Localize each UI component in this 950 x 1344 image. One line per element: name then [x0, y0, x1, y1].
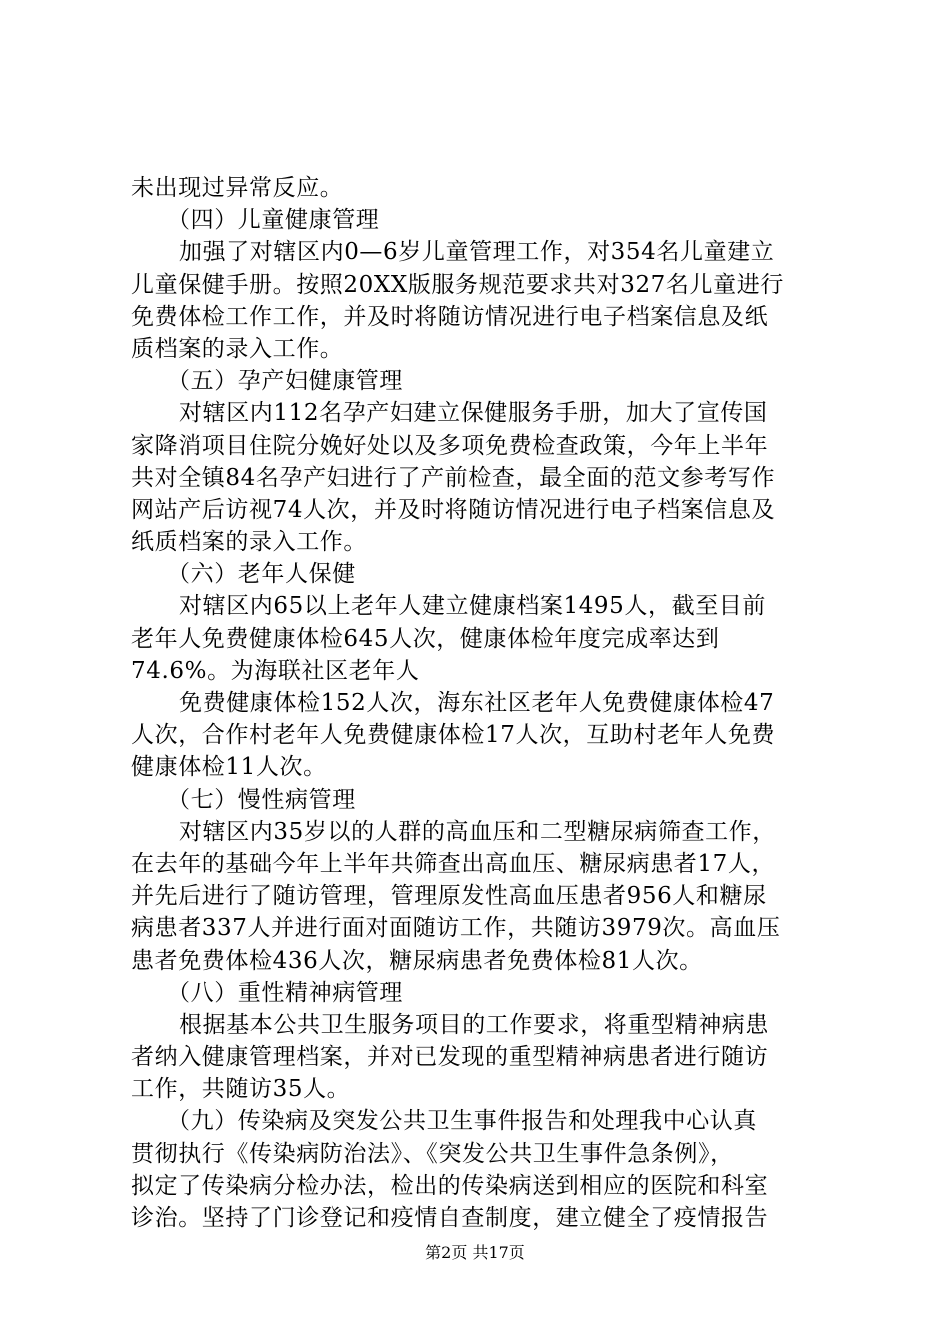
text-line: 病患者337人并进行面对面随访工作，共随访3979次。高血压 — [131, 915, 781, 942]
section-heading: （六）老年人保健 — [167, 561, 356, 588]
text-line: 者纳入健康管理档案，并对已发现的重型精神病患者进行随访 — [131, 1044, 769, 1071]
text-line: 家降消项目住院分娩好处以及多项免费检查政策，今年上半年 — [131, 432, 769, 459]
page-number-footer: 第2页 共17页 — [425, 1243, 525, 1262]
text-line: 免费体检工作工作，并及时将随访情况进行电子档案信息及纸 — [131, 303, 769, 330]
section-heading: （七）慢性病管理 — [167, 786, 356, 813]
text-line: 对辖区内112名孕产妇建立保健服务手册，加大了宣传国 — [179, 400, 768, 427]
text-line: 拟定了传染病分检办法，检出的传染病送到相应的医院和科室 — [131, 1172, 769, 1199]
text-line: 免费健康体检152人次，海东社区老年人免费健康体检47 — [179, 690, 775, 716]
section-heading: （五）孕产妇健康管理 — [167, 368, 403, 395]
text-line: 患者免费体检436人次，糖尿病患者免费体检81人次。 — [131, 947, 703, 974]
text-line: 儿童保健手册。按照20XX版服务规范要求共对327名儿童进行 — [131, 271, 784, 298]
text-line: 并先后进行了随访管理，管理原发性高血压患者956人和糖尿 — [131, 883, 767, 910]
text-line: 未出现过异常反应。 — [131, 175, 344, 201]
text-line: 对辖区内65以上老年人建立健康档案1495人，截至目前 — [179, 593, 766, 620]
text-line: 加强了对辖区内0—6岁儿童管理工作，对354名儿童建立 — [179, 239, 775, 266]
text-line: 对辖区内35岁以的人群的高血压和二型糖尿病筛查工作， — [179, 818, 776, 845]
section-heading: （九）传染病及突发公共卫生事件报告和处理我中心认真 — [167, 1108, 757, 1135]
text-line: 根据基本公共卫生服务项目的工作要求，将重型精神病患 — [179, 1011, 769, 1038]
text-line: 纸质档案的录入工作。 — [131, 529, 367, 556]
document-body — [131, 172, 831, 1234]
text-line: 工作，共随访35人。 — [131, 1076, 351, 1103]
text-line: 网站产后访视74人次，并及时将随访情况进行电子档案信息及 — [131, 496, 776, 523]
text-line: 质档案的录入工作。 — [131, 335, 344, 362]
text-line: 人次，合作村老年人免费健康体检17人次，互助村老年人免费 — [131, 722, 776, 749]
text-line: 74.6%。为海联社区老年人 — [131, 657, 420, 684]
text-line: 老年人免费健康体检645人次，健康体检年度完成率达到 — [131, 625, 720, 652]
text-line: 贯彻执行《传染病防治法》、《突发公共卫生事件急条例》， — [131, 1140, 734, 1167]
text-line: 诊治。坚持了门诊登记和疫情自查制度，建立健全了疫情报告 — [131, 1205, 769, 1231]
text-line: 在去年的基础今年上半年共筛查出高血压、糖尿病患者17人， — [131, 850, 776, 877]
section-heading: （四）儿童健康管理 — [167, 207, 380, 234]
text-line: 健康体检11人次。 — [131, 754, 327, 781]
text-line: 共对全镇84名孕产妇进行了产前检查，最全面的范文参考写作 — [131, 464, 776, 491]
section-heading: （八）重性精神病管理 — [167, 979, 403, 1006]
